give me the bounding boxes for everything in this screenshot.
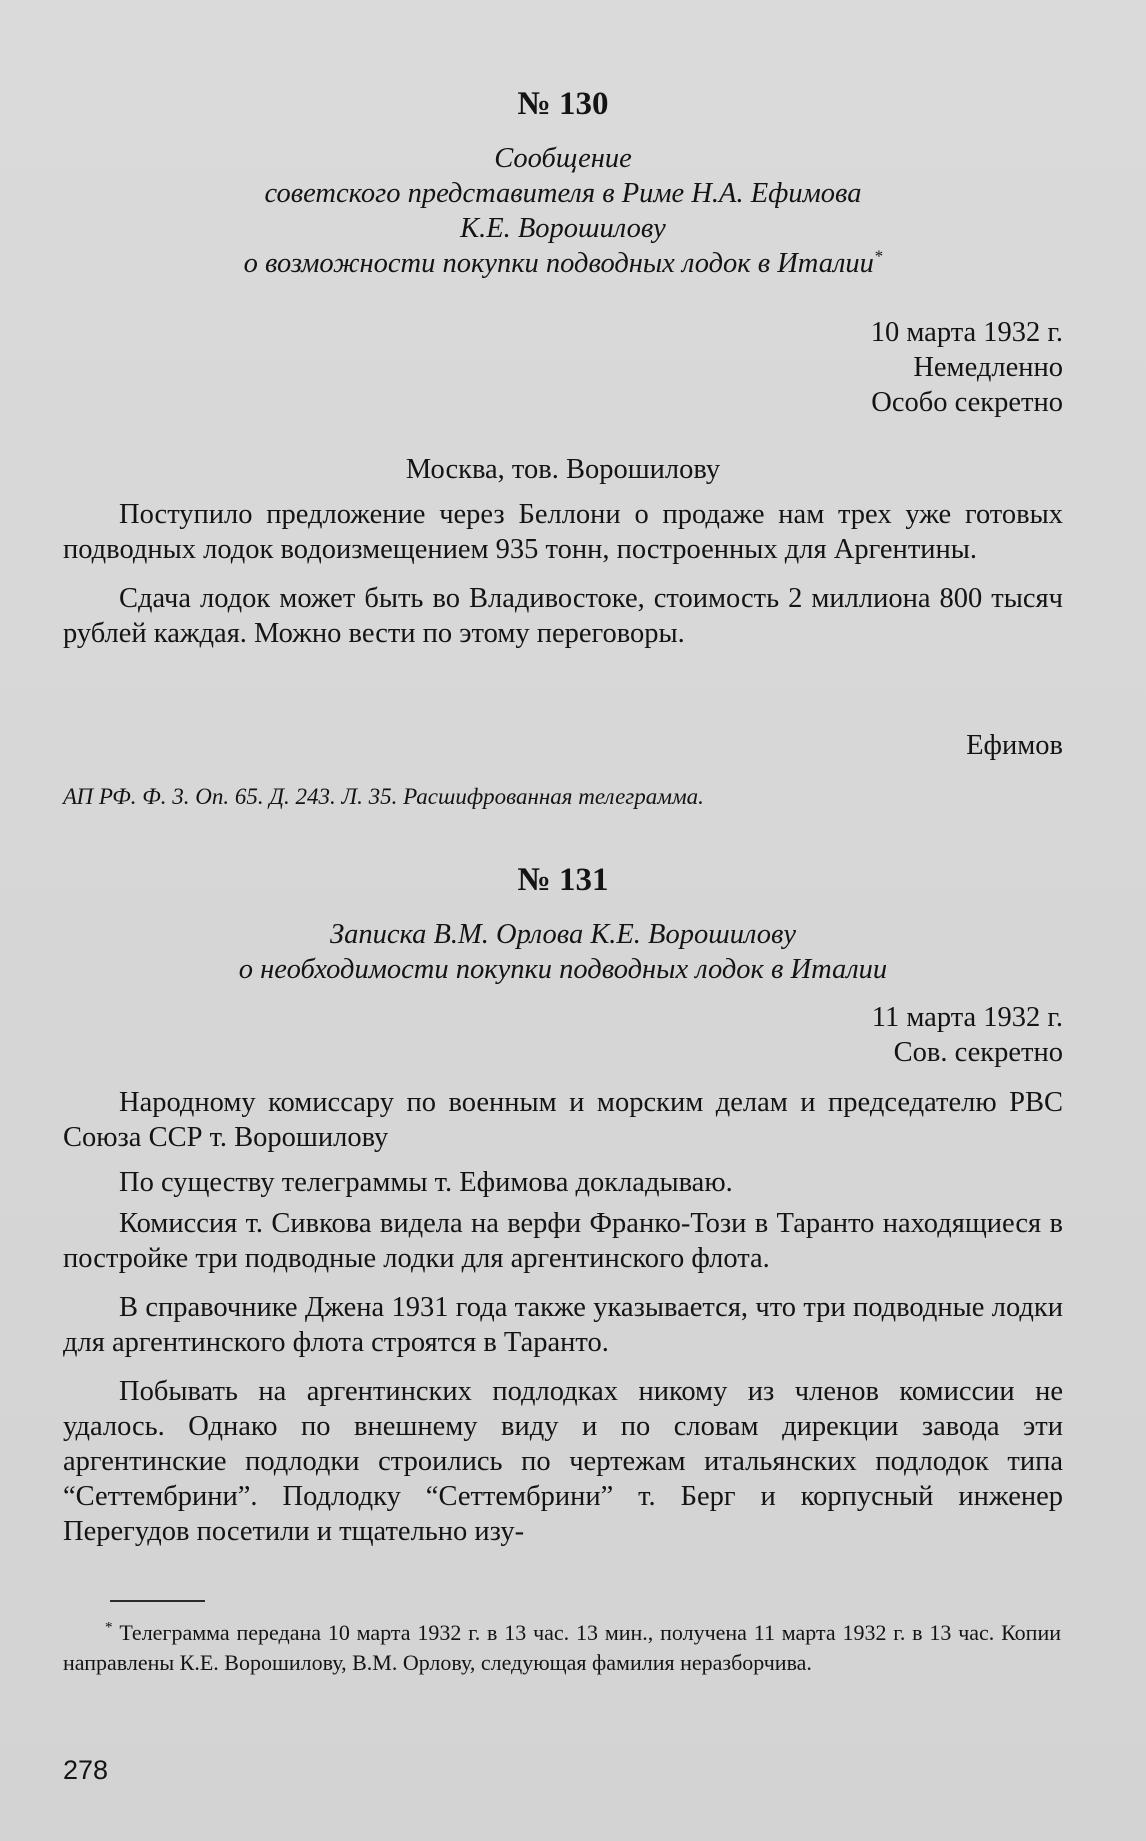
doc-131-addressee: Народному комиссару по военным и морским делам и председателю РВС Союза ССР т. Ворошилову — [63, 1087, 1063, 1153]
doc-131-paragraph: В справочнике Джена 1931 года также указывается, что три подводные лодки для аргентинского флота строятся в Таранто. — [63, 1292, 1063, 1358]
doc-130-meta — [63, 315, 1063, 420]
doc-130-title — [63, 141, 1063, 281]
footnote-divider — [110, 1600, 205, 1602]
doc-130-signature: Ефимов — [966, 730, 1063, 761]
doc-130-source: АП РФ. Ф. 3. Оп. 65. Д. 243. Л. 35. Расшифрованная телеграмма. — [63, 784, 704, 809]
doc-131-body — [63, 1165, 1063, 1549]
doc-131-title — [63, 917, 1063, 987]
doc-130-addressee: Москва, тов. Ворошилову — [405, 454, 721, 485]
doc-130-paragraph: Сдача лодок может быть во Владивостоке, стоимость 2 миллиона 800 тысяч рублей каждая. Можно вести по этому переговоры. — [63, 583, 1063, 649]
doc-131-date: 11 марта 1932 г. — [871, 1002, 1063, 1033]
doc-131-title-line2: о необходимости покупки подводных лодок в Италии — [238, 954, 888, 985]
doc-131-paragraph: По существу телеграммы т. Ефимова докладываю. — [119, 1167, 733, 1198]
footnote-marker: * — [873, 246, 883, 266]
doc-130-date: 10 марта 1932 г. — [870, 317, 1063, 348]
doc-131-paragraph: Побывать на аргентинских подлодках никому из членов комиссии не удалось. Однако по внешнему виду и по словам дирекции завода эти аргентинские подлодки строились по чертежам итальянских подлодок типа “Сеттембрини”. Подлодку “Сеттембрини” т. Берг и корпусный инженер Перегудов посетили и тщательно изу- — [63, 1376, 1063, 1547]
footnote-marker: * — [105, 1619, 113, 1636]
page-number: 278 — [63, 1755, 109, 1785]
doc-130-body — [63, 497, 1063, 651]
footnote — [63, 1618, 1061, 1678]
doc-130-title-line3: К.Е. Ворошилову — [460, 213, 666, 244]
doc-130-number: № 130 — [517, 86, 609, 122]
doc-131-secrecy: Сов. секретно — [893, 1037, 1063, 1068]
doc-131-meta — [63, 1000, 1063, 1070]
doc-131-paragraph: Комиссия т. Сивкова видела на верфи Франко-Този в Таранто находящиеся в постройке три подводные лодки для аргентинского флота. — [63, 1208, 1063, 1274]
doc-130-title-line4: о возможности покупки подводных лодок в Италии* — [243, 246, 883, 279]
doc-130-title-line2: советского представителя в Риме Н.А. Ефимова — [264, 178, 862, 209]
doc-131-title-line1: Записка В.М. Орлова К.Е. Ворошилову — [329, 919, 797, 950]
doc-131-number: № 131 — [517, 862, 609, 898]
doc-130-secrecy: Особо секретно — [871, 387, 1063, 418]
doc-130-title-line1: Сообщение — [494, 143, 632, 174]
doc-130-paragraph: Поступило предложение через Беллони о продаже нам трех уже готовых подводных лодок водоизмещением 935 тонн, построенных для Аргентины. — [63, 499, 1063, 565]
doc-130-urgency: Немедленно — [913, 352, 1063, 383]
footnote-text: Телеграмма передана 10 марта 1932 г. в 13 час. 13 мин., получена 11 марта 1932 г. в 13 час. Копии направлены К.Е. Ворошилову, В.М. Орлову, следующая фамилия неразборчива. — [63, 1620, 1062, 1675]
